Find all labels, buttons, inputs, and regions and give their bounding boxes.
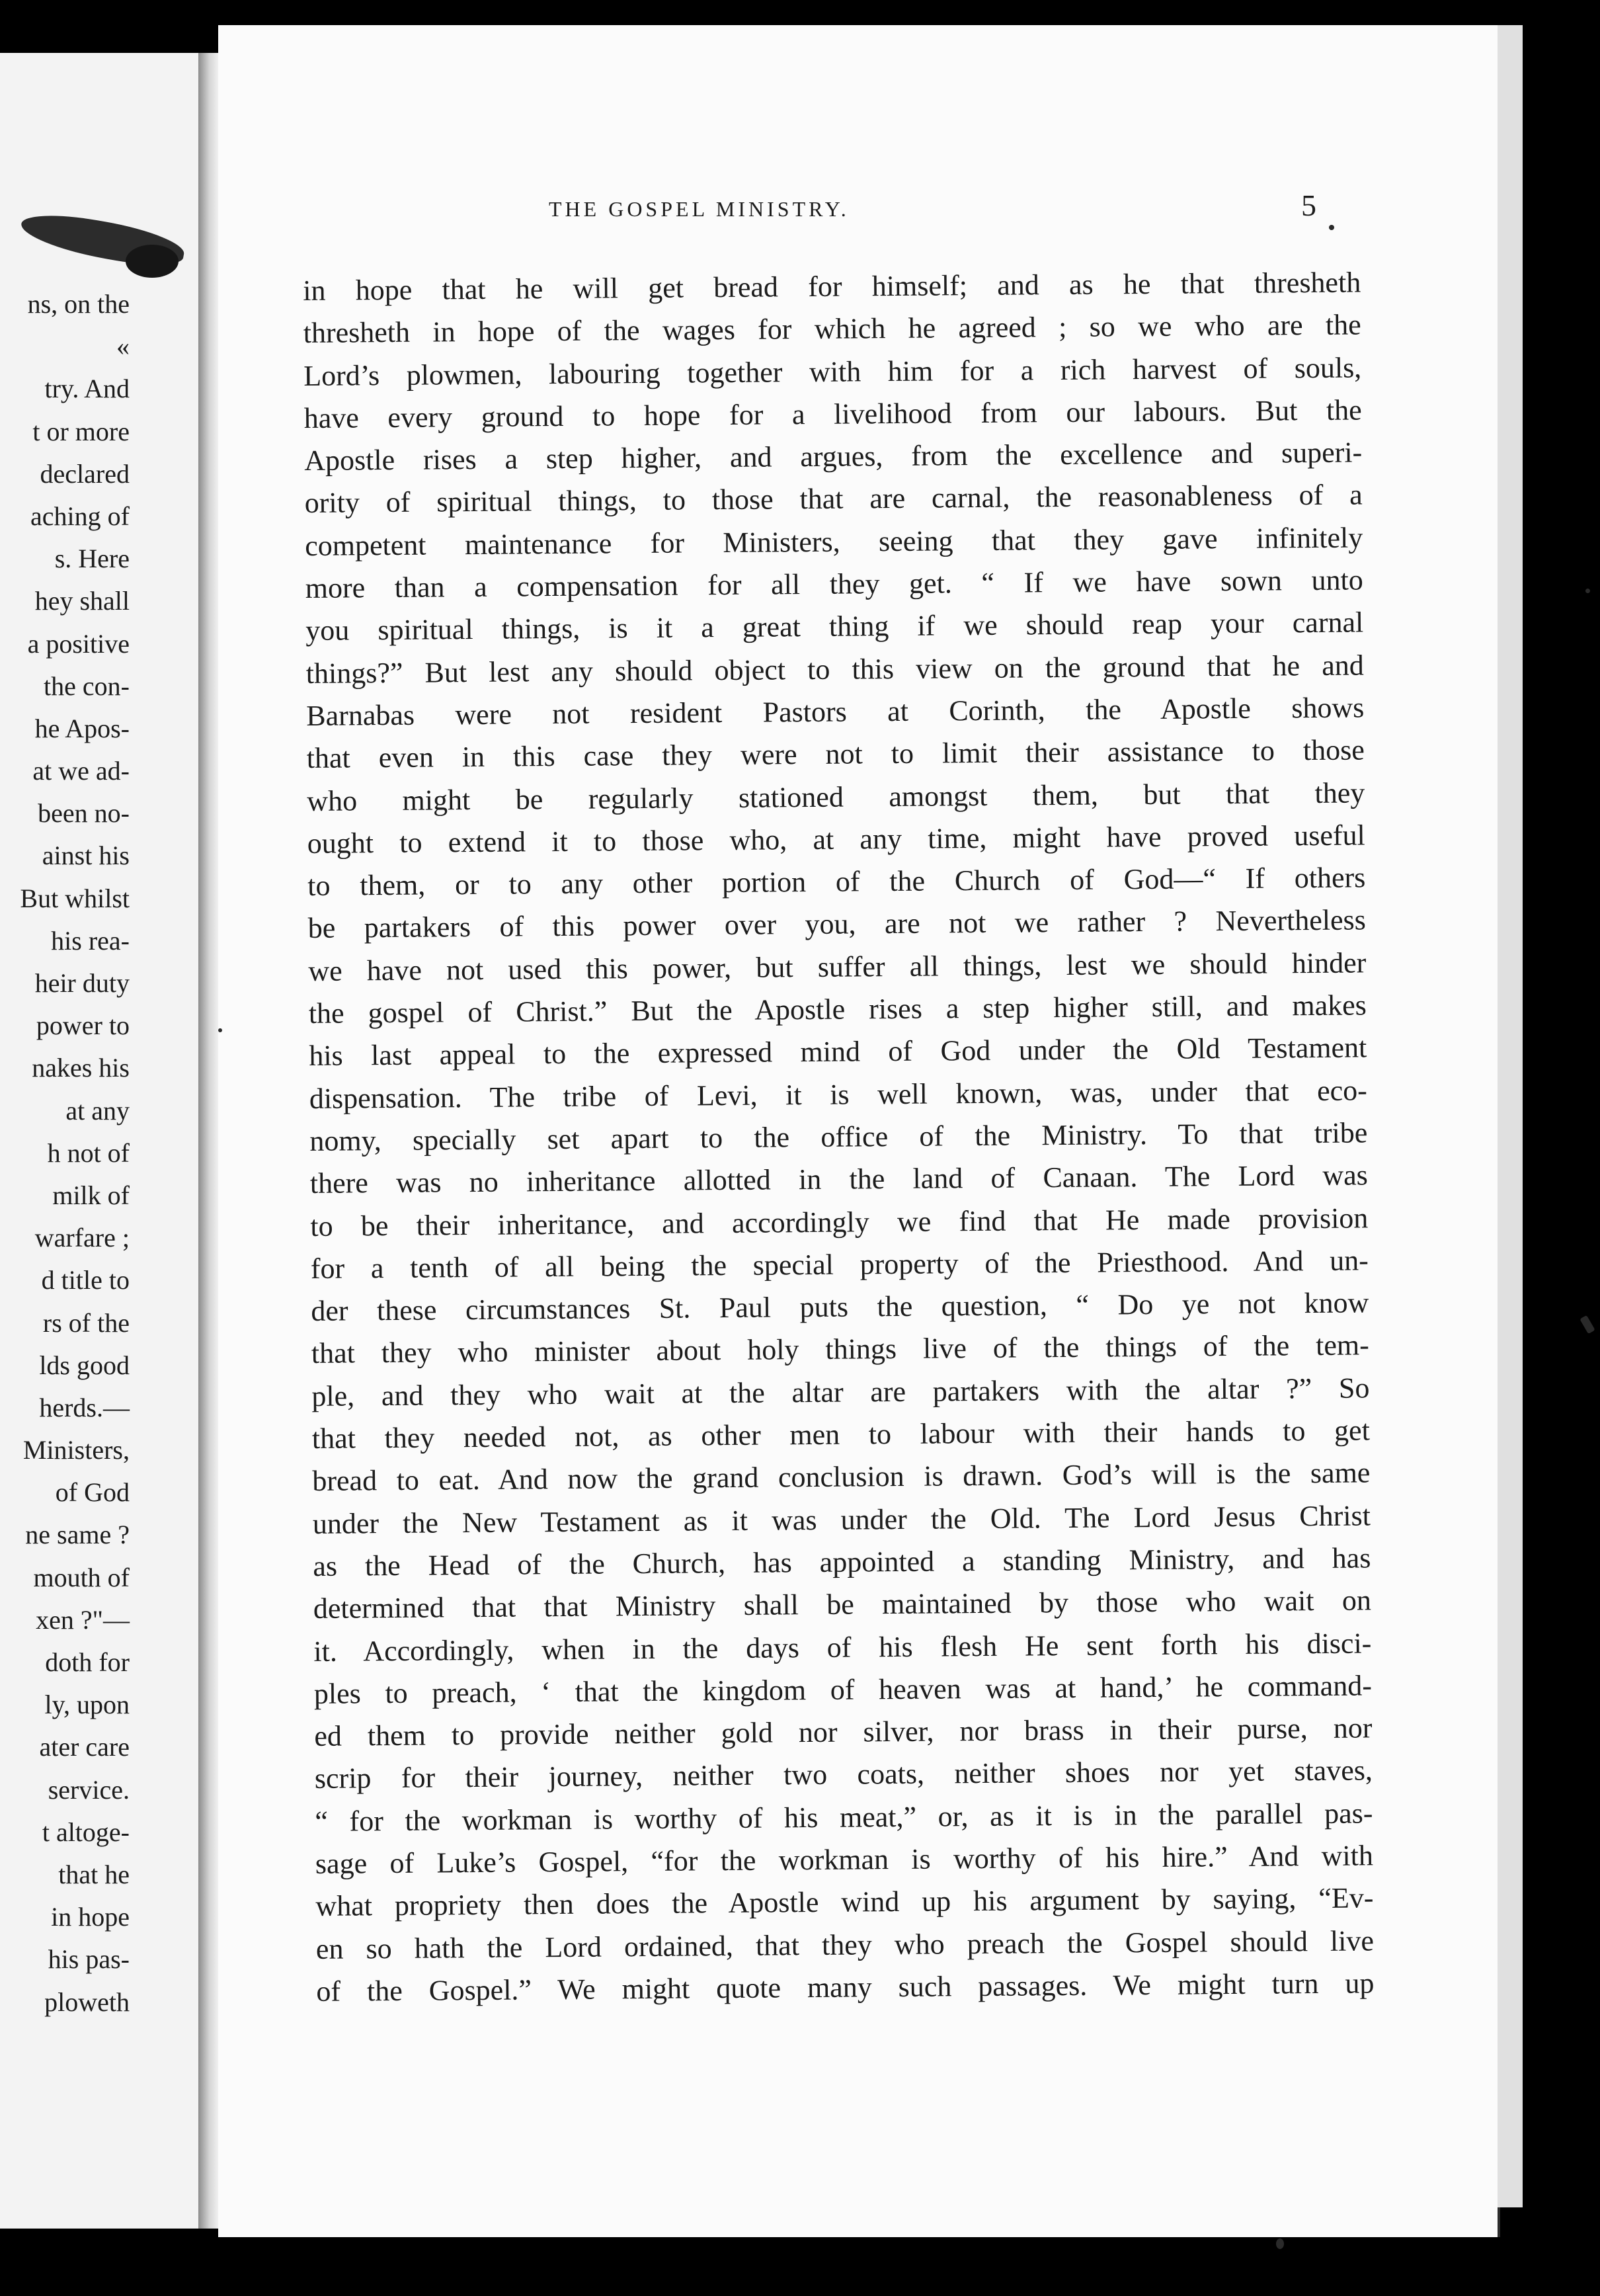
left-page-line: at any: [65, 1095, 130, 1126]
text-line: nomy, specially set apart to the office of the Ministry. To that tribe: [309, 1116, 1368, 1157]
left-page-line: ainst his: [42, 840, 130, 871]
left-page-line: declared: [40, 458, 130, 489]
left-page-line: ater care: [39, 1732, 130, 1762]
text-line: have every ground to hope for a livelihood from our labours. But the: [303, 393, 1362, 434]
left-page-line: t or more: [32, 416, 130, 446]
text-line: you spiritual things, is it a great thing if we should reap your carnal: [305, 606, 1364, 647]
text-line: be partakers of this power over you, are not we rather ? Nevertheless: [307, 903, 1366, 945]
text-line: who might be regularly stationed amongst them, but that they: [307, 776, 1365, 817]
left-page-line: his pas-: [48, 1944, 130, 1975]
left-page-line: a positive: [27, 628, 130, 659]
left-page-line: heir duty: [34, 968, 130, 998]
left-page-line: doth for: [45, 1647, 130, 1677]
text-line: scrip for their journey, neither two coats, neither shoes nor yet staves,: [314, 1754, 1373, 1795]
text-line: there was no inheritance allotted in the land of Canaan. The Lord was: [309, 1159, 1368, 1200]
text-line: ples to preach, ‘ that the kingdom of heaven was at hand,’ he command-: [313, 1669, 1373, 1710]
text-line: Barnabas were not resident Pastors at Corinth, the Apostle shows: [306, 691, 1365, 732]
left-page-text: [0, 283, 130, 2024]
text-line: it. Accordingly, when in the days of his flesh He sent forth his disci-: [313, 1626, 1372, 1668]
left-page-line: herds.—: [39, 1392, 130, 1422]
text-line: we have not used this power, but suffer all things, lest we should hinder: [308, 946, 1367, 987]
text-line: “ for the workman is worthy of his meat,” or, as it is in the parallel pas-: [315, 1797, 1373, 1838]
text-line: ed them to provide neither gold nor silver, nor brass in their purse, nor: [314, 1711, 1373, 1753]
left-page-line: been no-: [38, 798, 130, 829]
text-line: more than a compensation for all they get. “ If we have sown unto: [305, 563, 1363, 605]
speck: [218, 1028, 222, 1032]
text-line: to them, or to any other portion of the Church of God—“ If others: [307, 861, 1366, 903]
text-line: what propriety then does the Apostle wind up his argument by saying, “Ev-: [315, 1881, 1374, 1923]
text-line: that they who minister about holy things live of the things of the tem-: [311, 1329, 1370, 1370]
left-page-line: nakes his: [32, 1053, 130, 1083]
left-page-line: his rea-: [51, 925, 130, 956]
left-page-line: power to: [36, 1010, 130, 1041]
speck: [1329, 225, 1334, 230]
left-page: [0, 53, 198, 2229]
left-page-line: milk of: [52, 1180, 130, 1210]
text-line: en so hath the Lord ordained, that they who preach the Gospel should live: [315, 1924, 1375, 1965]
text-line: ought to extend it to those who, at any time, might have proved useful: [307, 819, 1365, 860]
text-line: in hope that he will get bread for himself; and as he that thresheth: [303, 266, 1361, 307]
text-line: Apostle rises a step higher, and argues, from the excellence and superi-: [304, 436, 1363, 477]
page-number: 5: [1301, 188, 1316, 222]
left-page-line: ne same ?: [25, 1520, 130, 1550]
left-page-line: aching of: [30, 501, 130, 531]
left-page-line: warfare ;: [34, 1223, 130, 1253]
left-page-line: that he: [58, 1859, 130, 1889]
speck: [1276, 2238, 1284, 2249]
text-line: competent maintenance for Ministers, seeing that they gave infinitely: [305, 521, 1363, 562]
text-line: dispensation. The tribe of Levi, it is well known, was, under that eco-: [309, 1074, 1367, 1115]
book-gutter: [198, 53, 218, 2229]
left-page-line: Ministers,: [22, 1435, 130, 1465]
text-line: sage of Luke’s Gospel, “for the workman is worthy of his hire.” And with: [315, 1839, 1374, 1880]
text-line: that they needed not, as other men to labour with their hands to get: [311, 1414, 1371, 1455]
left-page-line: ly, upon: [44, 1690, 130, 1720]
left-page-line: hey shall: [34, 586, 130, 616]
text-line: ority of spiritual things, to those that are carnal, the reasonableness of a: [304, 478, 1363, 520]
left-page-line: lds good: [39, 1350, 130, 1380]
page-edge: [1498, 25, 1523, 2207]
text-line: things?” But lest any should object to this view on the ground that he and: [305, 649, 1364, 690]
text-line: Lord’s plowmen, labouring together with him for a rich harvest of souls,: [303, 351, 1362, 392]
left-page-line: service.: [48, 1774, 130, 1805]
left-page-line: the con-: [44, 671, 130, 701]
text-line: ple, and they who wait at the altar are partakers with the altar ?” So: [311, 1372, 1370, 1413]
text-line: the gospel of Christ.” But the Apostle rises a step higher still, and makes: [308, 989, 1367, 1030]
ink-blot: [126, 245, 179, 278]
speck: [1580, 1315, 1595, 1334]
left-page-line: t altoge-: [42, 1817, 130, 1847]
text-line: his last appeal to the expressed mind of God under the Old Testament: [309, 1031, 1367, 1073]
text-line: for a tenth of all being the special property of the Priesthood. And un-: [310, 1244, 1369, 1285]
left-page-line: of God: [55, 1477, 130, 1508]
text-line: under the New Testament as it was under the Old. The Lord Jesus Christ: [312, 1498, 1371, 1540]
left-page-line: xen ?"—: [36, 1604, 130, 1635]
body-text: [303, 261, 1375, 2013]
text-line: to be their inheritance, and accordingly we find that He made provision: [310, 1201, 1369, 1243]
left-page-line: ploweth: [44, 1987, 130, 2017]
left-page-line: rs of the: [42, 1307, 130, 1338]
left-page-line: h not of: [47, 1137, 130, 1168]
left-page-line: But whilst: [20, 883, 130, 913]
text-line: of the Gospel.” We might quote many such passages. We might turn up: [316, 1967, 1375, 2008]
left-page-line: «: [116, 331, 130, 362]
speck: [1585, 589, 1590, 593]
text-line: that even in this case they were not to limit their assistance to those: [306, 733, 1365, 775]
left-page-line: at we ad-: [32, 756, 130, 786]
left-page-line: mouth of: [33, 1562, 130, 1592]
left-page-line: in hope: [51, 1902, 130, 1932]
left-page-line: ns, on the: [27, 289, 130, 319]
running-head: THE GOSPEL MINISTRY.: [549, 197, 850, 221]
text-line: bread to eat. And now the grand conclusion is drawn. God’s will is the same: [312, 1456, 1371, 1498]
left-page-line: try. And: [44, 374, 130, 404]
left-page-line: he Apos-: [34, 713, 130, 743]
left-page-line: d title to: [41, 1265, 130, 1295]
left-page-line: s. Here: [54, 544, 130, 574]
text-line: as the Head of the Church, has appointed a standing Ministry, and has: [313, 1541, 1371, 1582]
text-line: thresheth in hope of the wages for which he agreed ; so we who are the: [303, 308, 1361, 350]
text-line: der these circumstances St. Paul puts the question, “ Do ye not know: [311, 1286, 1369, 1328]
text-line: determined that that Ministry shall be maintained by those who wait on: [313, 1584, 1372, 1625]
